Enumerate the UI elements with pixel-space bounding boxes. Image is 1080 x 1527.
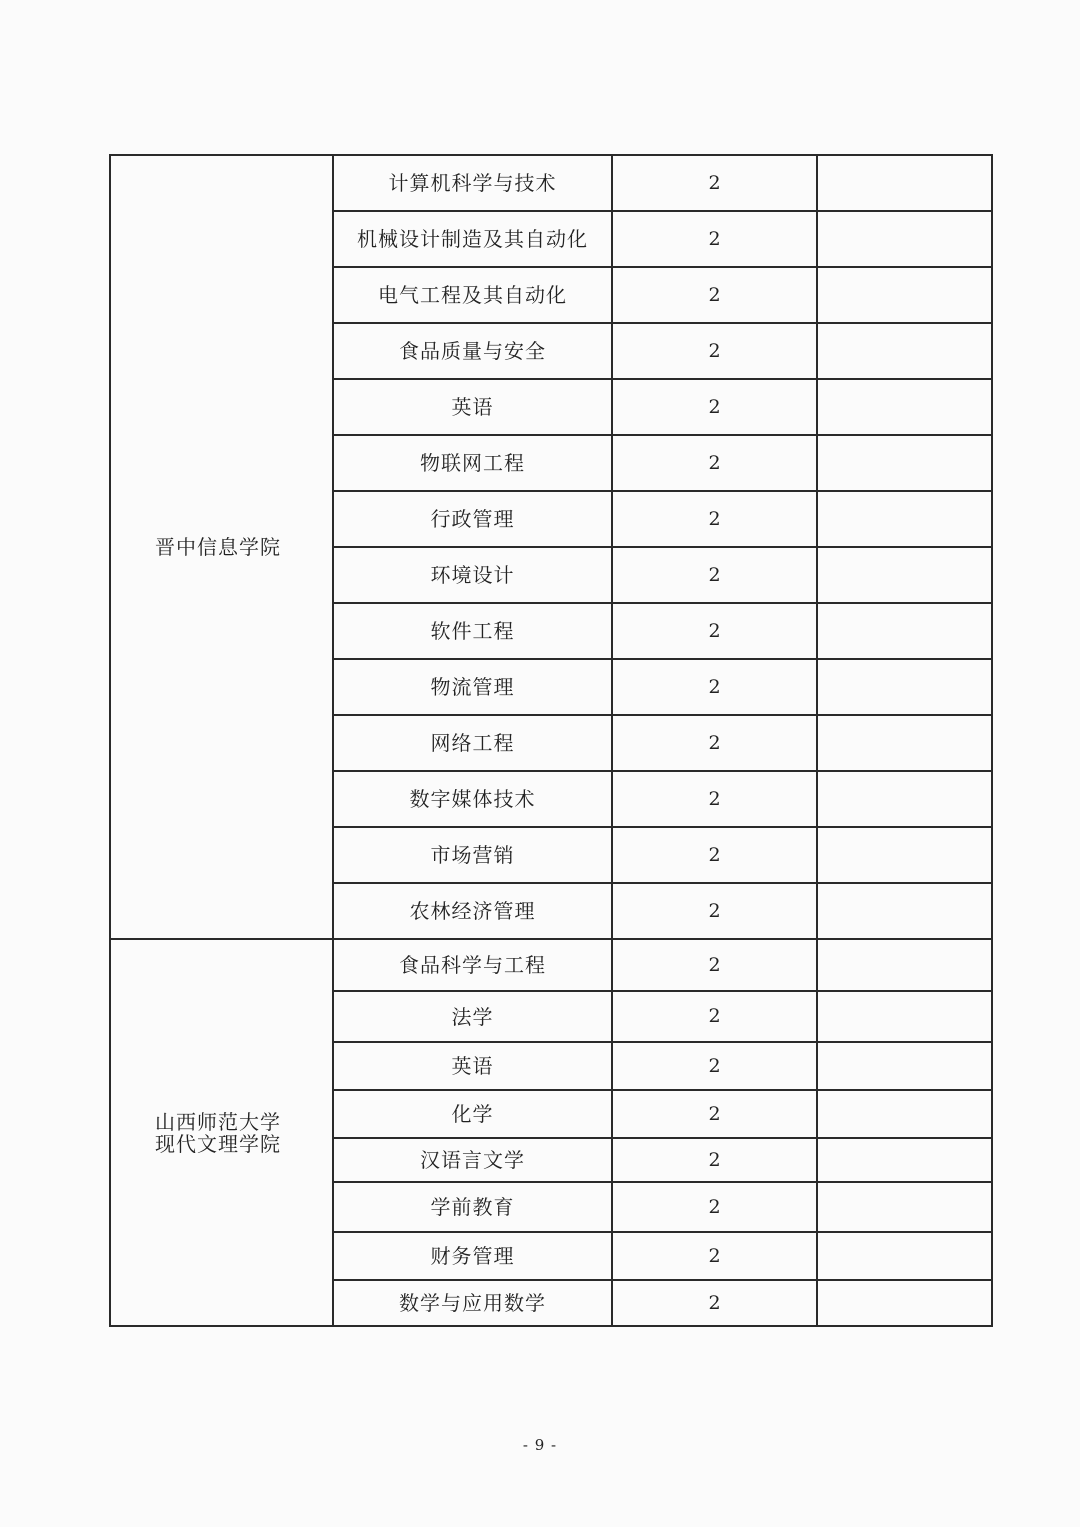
note-cell — [817, 715, 992, 771]
major-cell: 食品科学与工程 — [333, 939, 612, 991]
count-cell: 2 — [612, 547, 817, 603]
count-cell: 2 — [612, 491, 817, 547]
count-cell: 2 — [612, 827, 817, 883]
institution-name: 山西师范大学 — [155, 1109, 281, 1134]
major-cell: 学前教育 — [333, 1182, 612, 1232]
note-cell — [817, 939, 992, 991]
major-cell: 数学与应用数学 — [333, 1280, 612, 1326]
major-cell: 食品质量与安全 — [333, 323, 612, 379]
count-cell: 2 — [612, 1090, 817, 1138]
major-cell: 数字媒体技术 — [333, 771, 612, 827]
note-cell — [817, 491, 992, 547]
note-cell — [817, 1182, 992, 1232]
note-cell — [817, 827, 992, 883]
note-cell — [817, 1090, 992, 1138]
note-cell — [817, 1042, 992, 1090]
count-cell: 2 — [612, 435, 817, 491]
count-cell: 2 — [612, 155, 817, 211]
major-cell: 汉语言文学 — [333, 1138, 612, 1182]
major-cell: 化学 — [333, 1090, 612, 1138]
note-cell — [817, 659, 992, 715]
note-cell — [817, 1280, 992, 1326]
note-cell — [817, 379, 992, 435]
major-cell: 法学 — [333, 991, 612, 1042]
note-cell — [817, 435, 992, 491]
allocation-table — [109, 154, 993, 1327]
note-cell — [817, 155, 992, 211]
note-cell — [817, 323, 992, 379]
major-cell: 网络工程 — [333, 715, 612, 771]
count-cell: 2 — [612, 771, 817, 827]
major-cell: 英语 — [333, 379, 612, 435]
institution-cell — [110, 155, 333, 939]
count-cell: 2 — [612, 883, 817, 939]
note-cell — [817, 547, 992, 603]
note-cell — [817, 883, 992, 939]
table-row — [110, 939, 992, 991]
note-cell — [817, 771, 992, 827]
count-cell: 2 — [612, 715, 817, 771]
count-cell: 2 — [612, 659, 817, 715]
count-cell: 2 — [612, 323, 817, 379]
institution-name: 现代文理学院 — [155, 1131, 281, 1156]
major-cell: 环境设计 — [333, 547, 612, 603]
institution-name: 晋中信息学院 — [155, 535, 281, 559]
page-number: - 9 - — [522, 1436, 558, 1454]
count-cell: 2 — [612, 211, 817, 267]
major-cell: 财务管理 — [333, 1232, 612, 1280]
count-cell: 2 — [612, 1182, 817, 1232]
major-cell: 电气工程及其自动化 — [333, 267, 612, 323]
major-cell: 计算机科学与技术 — [333, 155, 612, 211]
note-cell — [817, 603, 992, 659]
major-cell: 农林经济管理 — [333, 883, 612, 939]
note-cell — [817, 1232, 992, 1280]
count-cell: 2 — [612, 991, 817, 1042]
major-cell: 市场营销 — [333, 827, 612, 883]
note-cell — [817, 991, 992, 1042]
major-cell: 物联网工程 — [333, 435, 612, 491]
note-cell — [817, 1138, 992, 1182]
major-cell: 行政管理 — [333, 491, 612, 547]
institution-cell — [110, 939, 333, 1326]
major-cell: 机械设计制造及其自动化 — [333, 211, 612, 267]
count-cell: 2 — [612, 267, 817, 323]
table-row — [110, 155, 992, 211]
major-cell: 英语 — [333, 1042, 612, 1090]
major-cell: 软件工程 — [333, 603, 612, 659]
count-cell: 2 — [612, 1232, 817, 1280]
count-cell: 2 — [612, 939, 817, 991]
count-cell: 2 — [612, 1138, 817, 1182]
note-cell — [817, 211, 992, 267]
table-body — [110, 155, 992, 1326]
count-cell: 2 — [612, 1042, 817, 1090]
count-cell: 2 — [612, 603, 817, 659]
major-cell: 物流管理 — [333, 659, 612, 715]
count-cell: 2 — [612, 1280, 817, 1326]
note-cell — [817, 267, 992, 323]
count-cell: 2 — [612, 379, 817, 435]
